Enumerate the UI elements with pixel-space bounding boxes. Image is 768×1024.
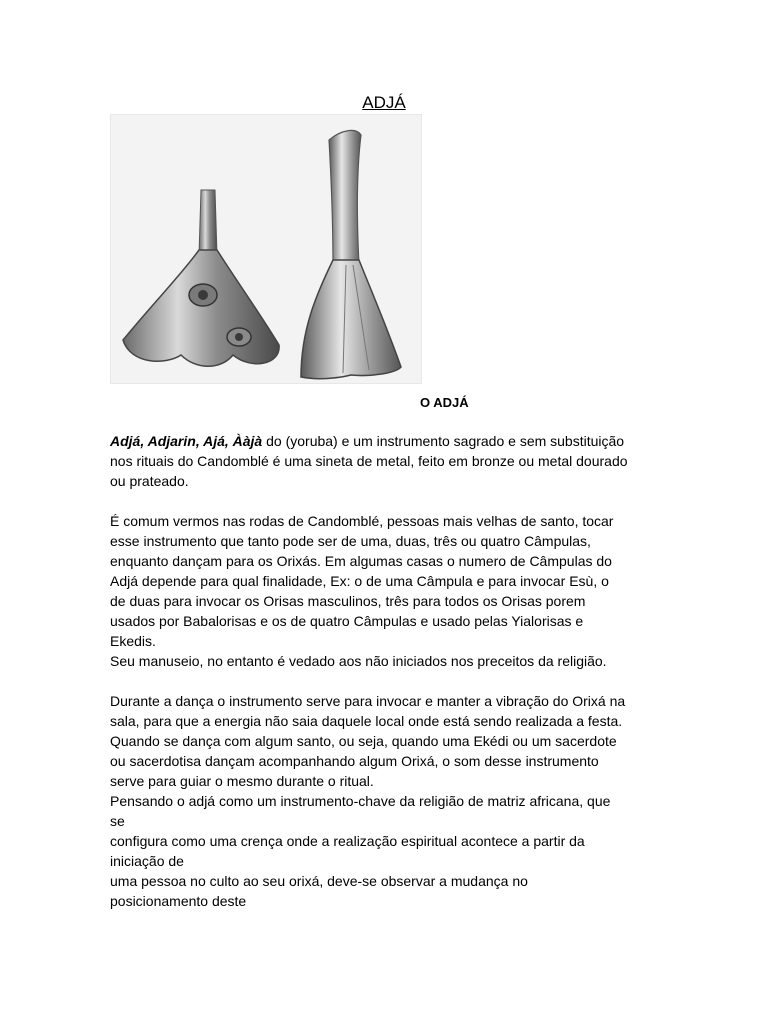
paragraph-1-line-3: ou prateado.	[110, 473, 189, 489]
paragraph-3-line: ou sacerdotisa dançam acompanhando algum Orixá, o som desse instrumento	[110, 753, 599, 769]
paragraph-2-line: Ekedis.	[110, 633, 156, 649]
adja-bells-icon	[111, 115, 421, 383]
image-caption: O ADJÁ	[420, 395, 469, 410]
paragraph-2-line: É comum vermos nas rodas de Candomblé, pessoas mais velhas de santo, tocar	[110, 513, 614, 529]
text-span: do (yoruba) e um instrumento sagrado e sem substituição	[262, 433, 625, 449]
page-title: ADJÁ	[362, 93, 406, 112]
paragraph-3-line: Pensando o adjá como um instrumento-chave da religião de matriz africana, que	[110, 793, 611, 809]
paragraph-3-line: Quando se dança com algum santo, ou seja, quando uma Ekédi ou um sacerdote	[110, 733, 617, 749]
paragraph-2-line: esse instrumento que tanto pode ser de uma, duas, três ou quatro Câmpulas,	[110, 533, 591, 549]
paragraph-1-line-1	[110, 431, 670, 451]
paragraph-2-line: enquanto dançam para os Orixás. Em algumas casas o numero de Câmpulas do	[110, 553, 612, 569]
paragraph-2-line: usados por Babalorisas e os de quatro Câmpulas e usado pelas Yialorisas e	[110, 613, 584, 629]
paragraph-3-line: configura como uma crença onde a realização espiritual acontece a partir da	[110, 833, 585, 849]
paragraph-3-line: sala, para que a energia não saia daquele local onde está sendo realizada a festa.	[110, 713, 623, 729]
paragraph-2-line: de duas para invocar os Orisas masculinos, três para todos os Orisas porem	[110, 593, 586, 609]
paragraph-1-line-2: nos rituais do Candomblé é uma sineta de metal, feito em bronze ou metal dourado	[110, 453, 628, 469]
paragraph-3-line: posicionamento deste	[110, 893, 247, 909]
paragraph-3-line: se	[110, 813, 125, 829]
paragraph-3-line: iniciação de	[110, 853, 184, 869]
paragraph-2-line: Adjá depende para qual finalidade, Ex: o de uma Câmpula e para invocar Esù, o	[110, 573, 609, 589]
document-body	[110, 431, 670, 911]
paragraph-3-line: Durante a dança o instrumento serve para invocar e manter a vibração do Orixá na	[110, 693, 626, 709]
paragraph-3-line: serve para guiar o mesmo durante o ritual.	[110, 773, 374, 789]
adja-bells-photo	[110, 114, 422, 384]
paragraph-2-line: Seu manuseio, no entanto é vedado aos não iniciados nos preceitos da religião.	[110, 653, 607, 669]
paragraph-3-line: uma pessoa no culto ao seu orixá, deve-se observar a mudança no	[110, 873, 528, 889]
bold-italic-names: Adjá, Adjarin, Ajá, Ààjà	[110, 433, 263, 449]
